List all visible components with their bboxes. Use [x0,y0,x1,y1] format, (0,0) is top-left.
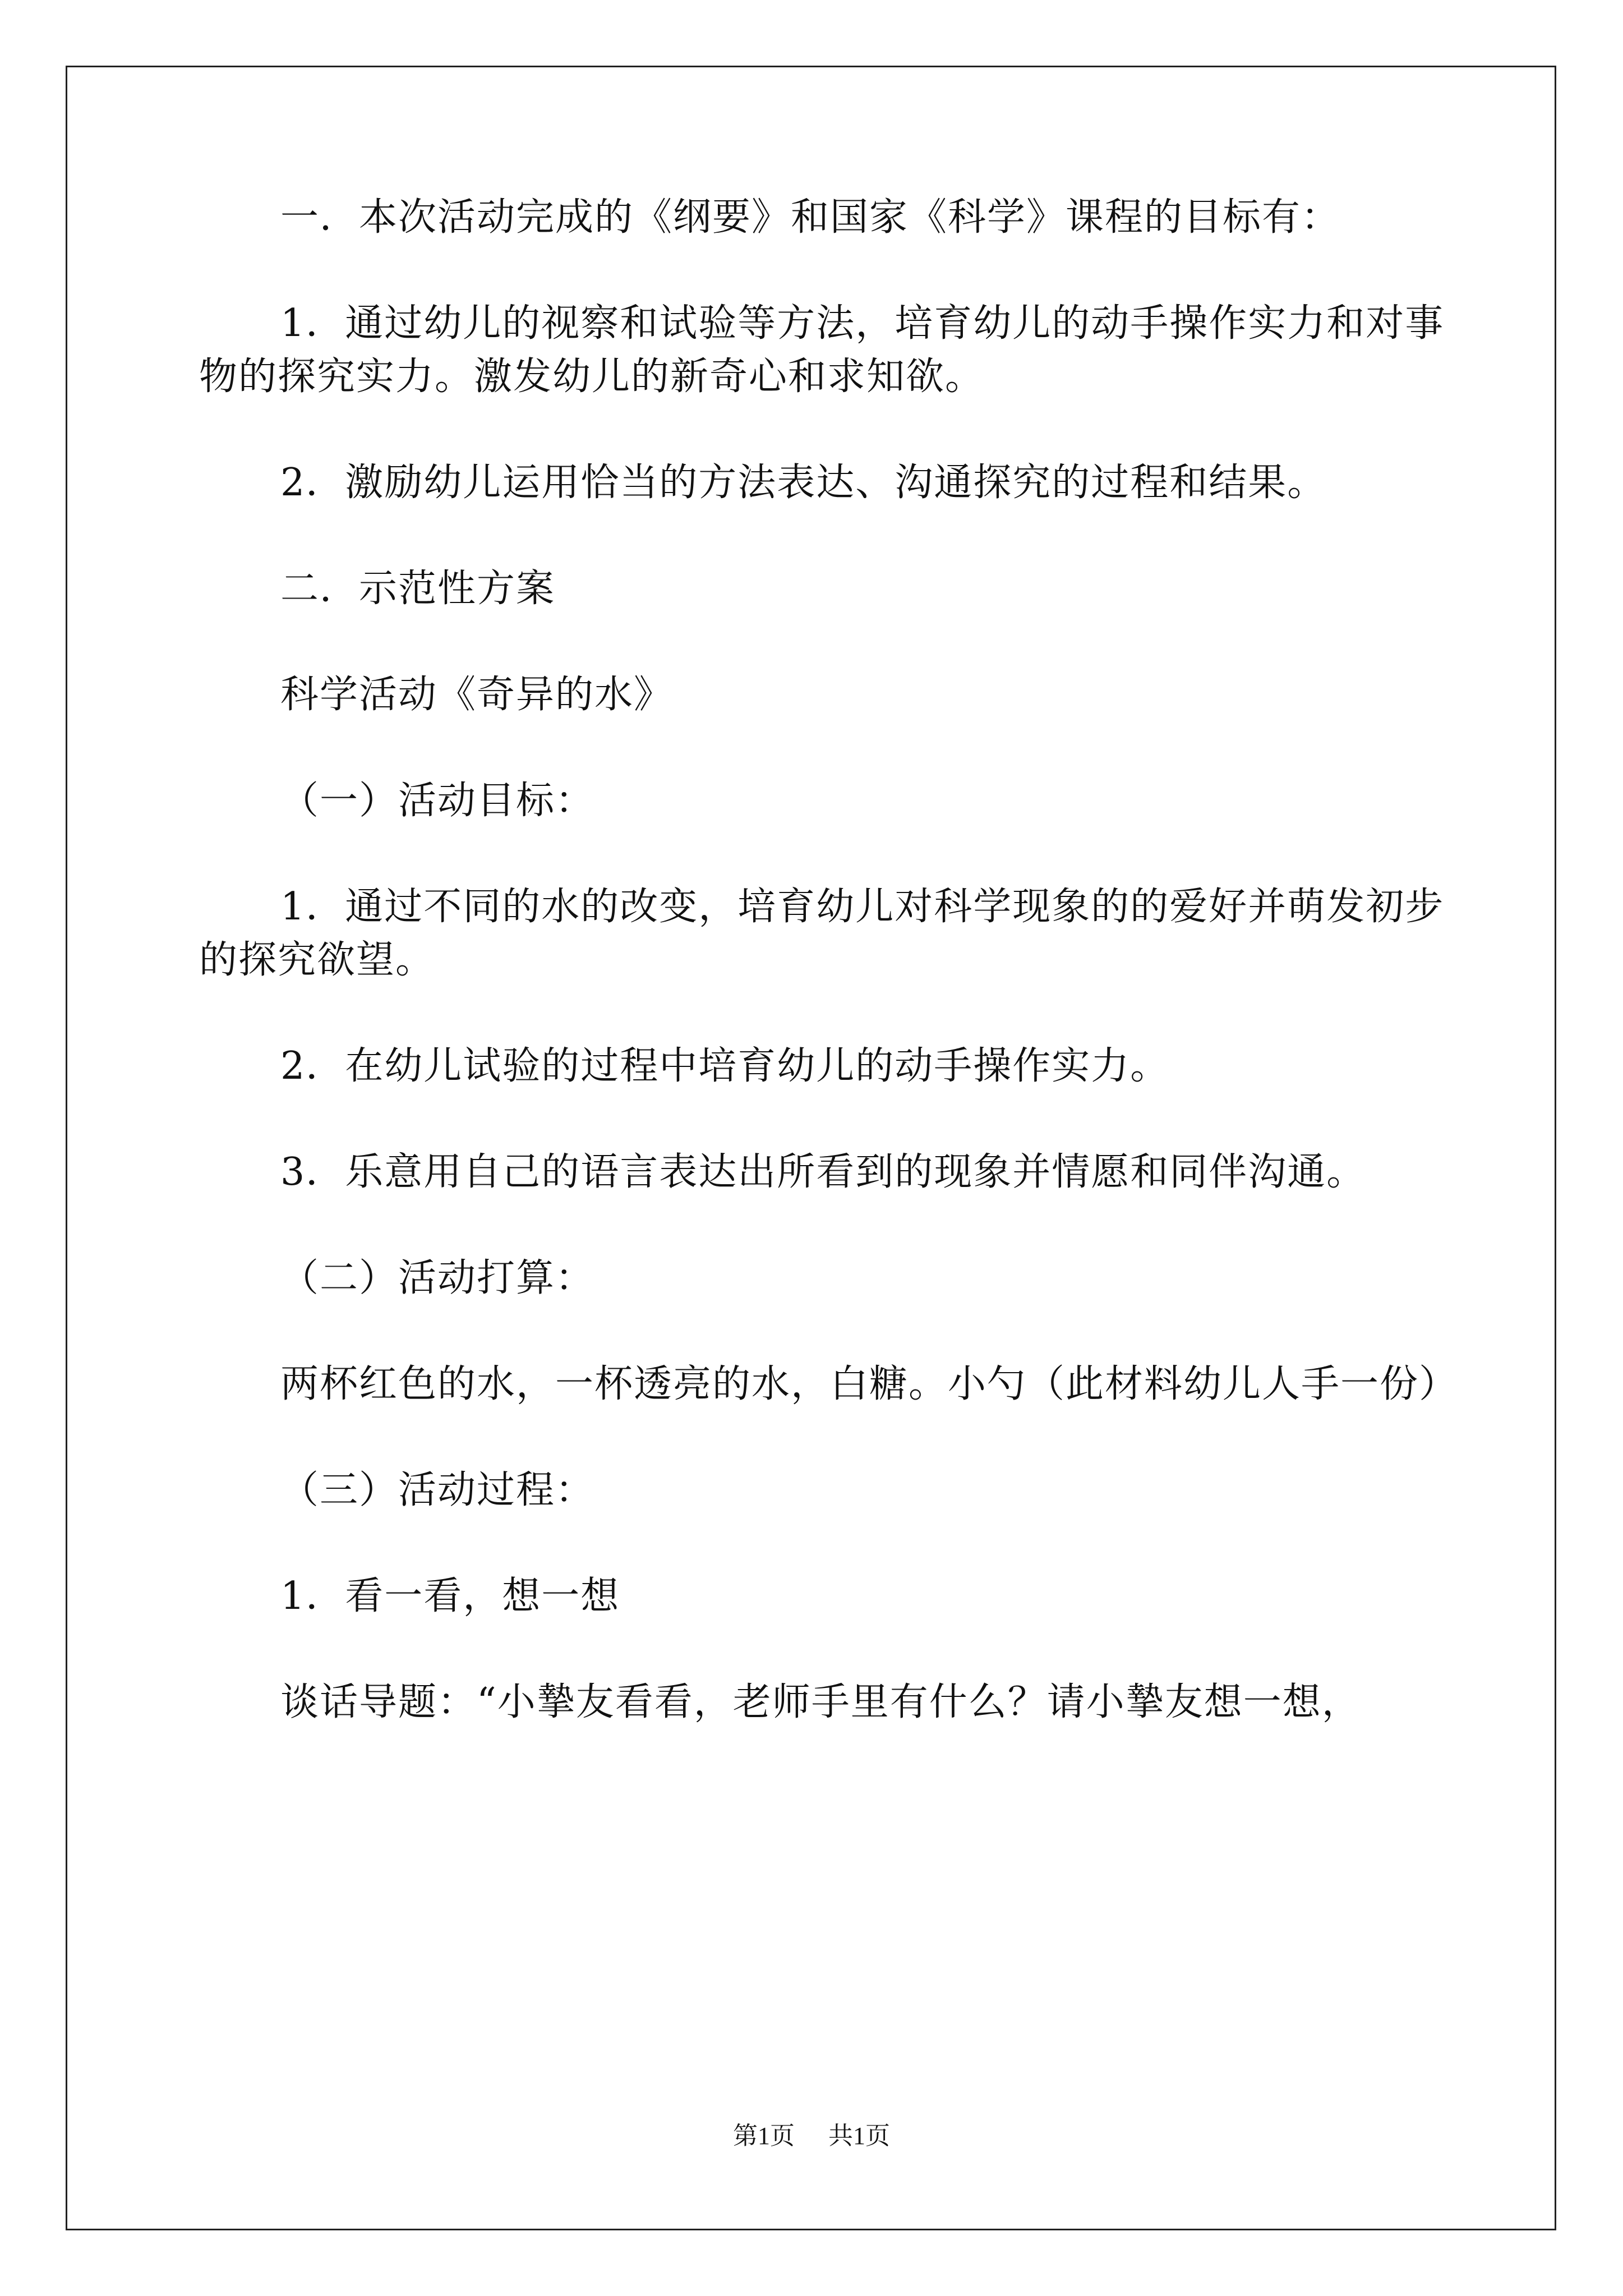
subheading-activity-goals: （一）活动目标： [280,779,595,823]
activity-goal-1: 1．通过不同的水的改变，培育幼儿对科学现象的的爱好并萌发初步的探究欲望。 [199,885,1445,982]
preparation-materials: 两杯红色的水，一杯透亮的水，白糖。小勺（此材料幼儿人手一份） [280,1362,1459,1406]
goal-item-2: 2．激励幼儿运用恰当的方法表达、沟通探究的过程和结果。 [280,461,1327,505]
process-dialogue: 谈话导题：“小摯友看看，老师手里有什么？请小摯友想一想， [280,1680,1361,1724]
activity-goal-2: 2．在幼儿试验的过程中培育幼儿的动手操作实力。 [280,1044,1170,1088]
goal-item-1: 1．通过幼儿的视察和试验等方法，培育幼儿的动手操作实力和对事物的探究实力。激发幼儿的新奇心和求知欲。 [199,301,1445,399]
process-step-1: 1．看一看，想一想 [280,1574,620,1618]
section-heading-plan: 二．示范性方案 [280,567,556,611]
subheading-process: （三）活动过程： [280,1468,595,1512]
section-heading-goals: 一．本次活动完成的《纲要》和国家《科学》课程的目标有： [280,195,1341,240]
activity-goal-3: 3．乐意用自己的语言表达出所看到的现象并情愿和同伴沟通。 [280,1150,1366,1194]
document-body [199,191,1459,1782]
subheading-preparation: （二）活动打算： [280,1256,595,1300]
page-footer [0,2119,1623,2153]
activity-title: 科学活动《奇异的水》 [280,673,674,717]
page-number: 第1页 [733,2122,795,2150]
page-total: 共1页 [828,2122,890,2150]
